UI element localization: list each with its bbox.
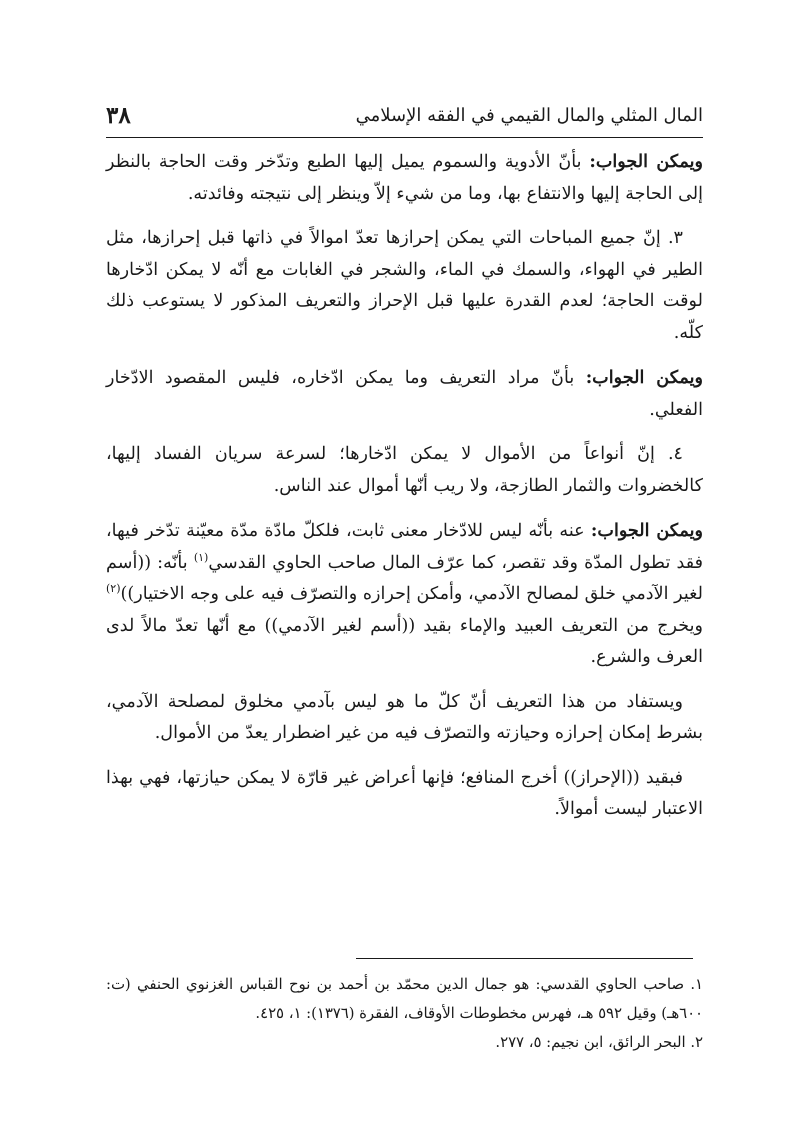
answer-lead: ويمكن الجواب: (589, 151, 703, 172)
paragraph-text: بأنّ مراد التعريف وما يمكن ادّخاره، فليس المقصود الادّخار الفعلي. (106, 368, 703, 420)
paragraph-text: ٤. إنّ أنواعاً من الأموال لا يمكن ادّخارها؛ لسرعة سريان الفساد إليها، كالخضروات والثمار الطازجة، ولا ريب أنّها أموال عند الناس. (106, 444, 703, 496)
paragraph-text: ٣. إنّ جميع المباحات التي يمكن إحرازها تعدّ اموالاً في ذاتها قبل إحرازها، مثل الطير في الهواء، والسمك في الماء، والشجر في الغابات مع أنّه لا يمكن ادّخارها لوقت الحاجة؛ لعدم القدرة عليها قبل الإحراز والتعريف المذكور لا يستوعب ذلك كلّه. (106, 228, 703, 343)
paragraph-answer-2 (106, 362, 703, 426)
page-number: ٣٨ (106, 101, 131, 129)
main-text (106, 146, 703, 839)
answer-lead: ويمكن الجواب: (590, 520, 703, 541)
paragraph-answer-1 (106, 146, 703, 210)
footnote-2: ٢. البحر الرائق، ابن نجيم: ٥، ٢٧٧. (495, 1034, 703, 1051)
paragraph-text: بأنّ الأدوية والسموم يميل إليها الطبع وتدّخر وقت الحاجة بالنظر إلى الحاجة إليها والانتفاع بها، وما من شيء إلاّ وينظر إلى نتيجته وفائدته. (106, 152, 703, 204)
paragraph-constraint (106, 763, 703, 826)
paragraph-text: بأنّه: ((أسم لغير الآدمي خلق لمصالح الآدمي، وأمكن إحرازه والتصرّف فيه على وجه الاختيار)) (106, 552, 703, 604)
paragraph-text: ويخرج من التعريف العبيد والإماء بقيد ((أسم لغير الآدمي)) مع أنّها تعدّ مالاً لدى العرف والشرع. (106, 615, 703, 667)
paragraph-point-4 (106, 439, 703, 502)
footnote-1: ١. صاحب الحاوي القدسي: هو جمال الدين محمّد بن أحمد بن نوح القباس الغزنوي الحنفي (ت: ٦٠٠هـ) وقيل ٥٩٢ هـ، فهرس مخطوطات الأوقاف، الفقرة (١٣٧٦): ١، ٤٢٥. (106, 976, 703, 1022)
running-title: المال المثلي والمال القيمي في الفقه الإسلامي (355, 104, 703, 126)
paragraph-text: فبقيد ((الإحراز)) أخرج المنافع؛ فإنها أعراض غير قارّة لا يمكن حيازتها، فهي بهذا الاعتبار ليست أموالاً. (106, 767, 703, 819)
answer-lead: ويمكن الجواب: (585, 367, 703, 388)
paragraph-point-3 (106, 223, 703, 349)
page-header (106, 93, 703, 138)
footnote-separator (356, 958, 693, 959)
paragraph-answer-3 (106, 515, 703, 674)
footnotes (106, 970, 703, 1057)
footnote-ref-1[interactable]: (١) (193, 550, 209, 564)
paragraph-text: عنه بأنّه ليس للادّخار معنى ثابت، فلكلّ مادّة مدّة معيّنة تدّخر فيها، فقد تطول المدّة وقد تقصر، كما عرّف المال صاحب الحاوي القدسي (106, 521, 703, 573)
paragraph-inference (106, 687, 703, 750)
footnote-ref-2[interactable]: (٢) (106, 582, 121, 596)
paragraph-text: ويستفاد من هذا التعريف أنّ كلّ ما هو ليس بآدمي مخلوق لمصلحة الآدمي، بشرط إمكان إحرازه وحيازته والتصرّف فيه من غير اضطرار يعدّ من الأموال. (106, 691, 703, 743)
